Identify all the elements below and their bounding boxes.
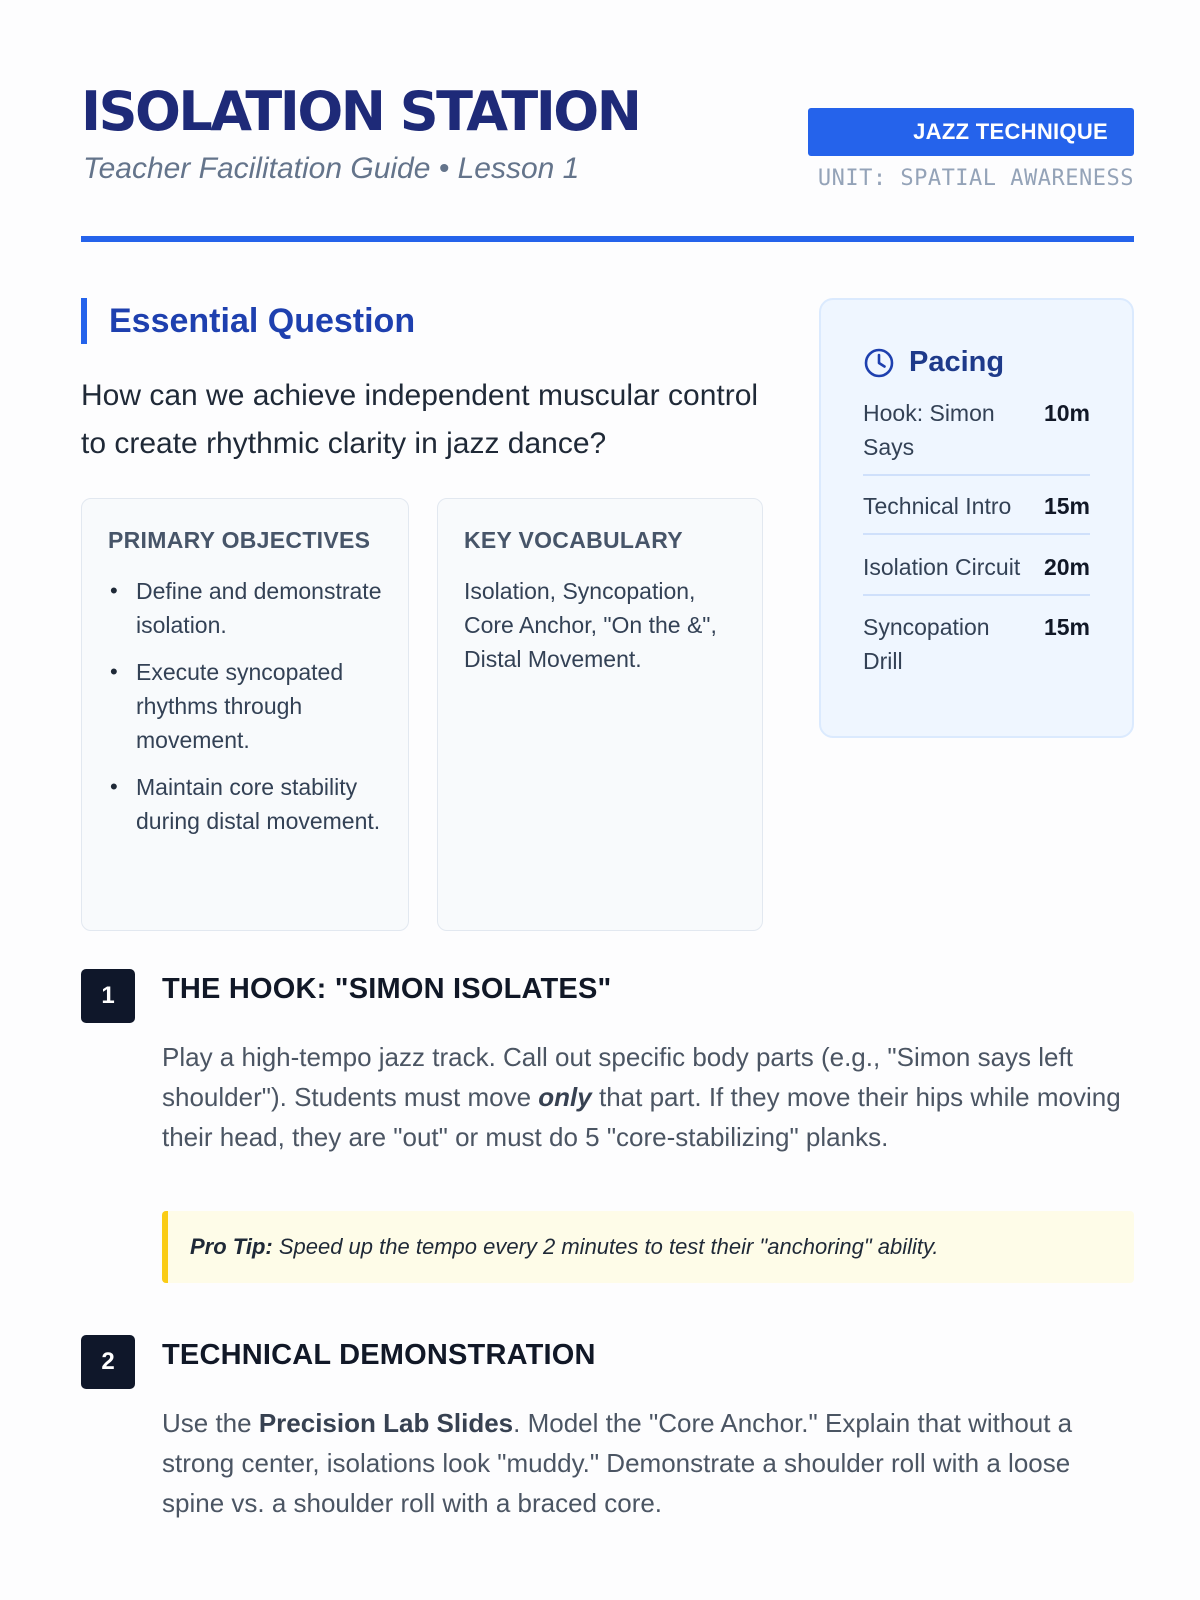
step-number-badge: 2 — [81, 1335, 135, 1389]
header-divider — [81, 236, 1134, 242]
objective-item: • Execute syncopated rhythms through movement. — [108, 655, 382, 757]
pacing-activity: Syncopation Drill — [863, 614, 990, 674]
objectives-card — [81, 498, 409, 931]
pacing-duration: 15m — [1043, 614, 1090, 640]
pacing-activity: Hook: Simon Says — [863, 400, 995, 460]
objective-item: • Define and demonstrate isolation. — [108, 574, 382, 642]
pacing-duration: 10m — [1043, 400, 1090, 426]
page-header — [81, 82, 1134, 242]
step-title: TECHNICAL DEMONSTRATION — [162, 1339, 596, 1371]
pacing-activity: Isolation Circuit — [863, 554, 1021, 580]
pacing-panel — [819, 298, 1134, 738]
pacing-row — [863, 610, 1090, 688]
pacing-heading — [863, 346, 1004, 379]
essential-question-heading: Essential Question — [81, 298, 415, 344]
vocabulary-card — [437, 498, 763, 931]
objective-item: • Maintain core stability during distal movement. — [108, 770, 382, 838]
pacing-row — [863, 396, 1090, 476]
step-description — [162, 1037, 1134, 1157]
pacing-duration: 15m — [1043, 493, 1090, 519]
unit-label: UNIT: SPATIAL AWARENESS — [817, 166, 1134, 191]
step-text: that part. If they move their hips while moving their head, they are "out" or must do 5 "core-stabilizing" planks. — [162, 1082, 1121, 1152]
step-text: Play a high-tempo jazz track. Call out specific body parts (e.g., "Simon says left shoulder"). Students must move — [162, 1042, 1073, 1112]
objectives-title: PRIMARY OBJECTIVES — [108, 527, 371, 553]
pro-tip-text: Speed up the tempo every 2 minutes to test their "anchoring" ability. — [272, 1234, 939, 1259]
category-badge: JAZZ TECHNIQUE — [808, 108, 1134, 156]
page-subtitle: Teacher Facilitation Guide • Lesson 1 — [83, 152, 580, 185]
page-title: ISOLATION STATION — [81, 80, 640, 143]
step-number-badge: 1 — [81, 969, 135, 1023]
step-description — [162, 1403, 1134, 1523]
lesson-page — [81, 0, 1134, 1600]
pacing-heading-label: Pacing — [909, 346, 1005, 378]
step-title: THE HOOK: "SIMON ISOLATES" — [162, 973, 612, 1005]
pacing-row — [863, 550, 1090, 596]
clock-icon — [863, 347, 895, 379]
objectives-list — [108, 574, 382, 838]
pro-tip-label: Pro Tip: — [190, 1234, 273, 1259]
vocabulary-text: Isolation, Syncopation, Core Anchor, "On the &", Distal Movement. — [464, 578, 717, 672]
step-text: Use the — [162, 1408, 259, 1438]
step-text: . Model the "Core Anchor." Explain that without a strong center, isolations look "muddy." Demonstrate a shoulder roll with a loose spine vs. a shoulder roll with a braced core. — [162, 1408, 1073, 1518]
vocabulary-title: KEY VOCABULARY — [464, 527, 683, 553]
pacing-duration: 20m — [1043, 554, 1090, 580]
pacing-activity: Technical Intro — [863, 493, 1012, 519]
pro-tip-callout — [162, 1211, 1134, 1283]
pacing-row — [863, 489, 1090, 535]
step-emphasis: only — [538, 1082, 592, 1112]
step-emphasis: Precision Lab Slides — [258, 1408, 514, 1438]
essential-question-text: How can we achieve independent muscular control to create rhythmic clarity in jazz dance? — [81, 379, 759, 460]
